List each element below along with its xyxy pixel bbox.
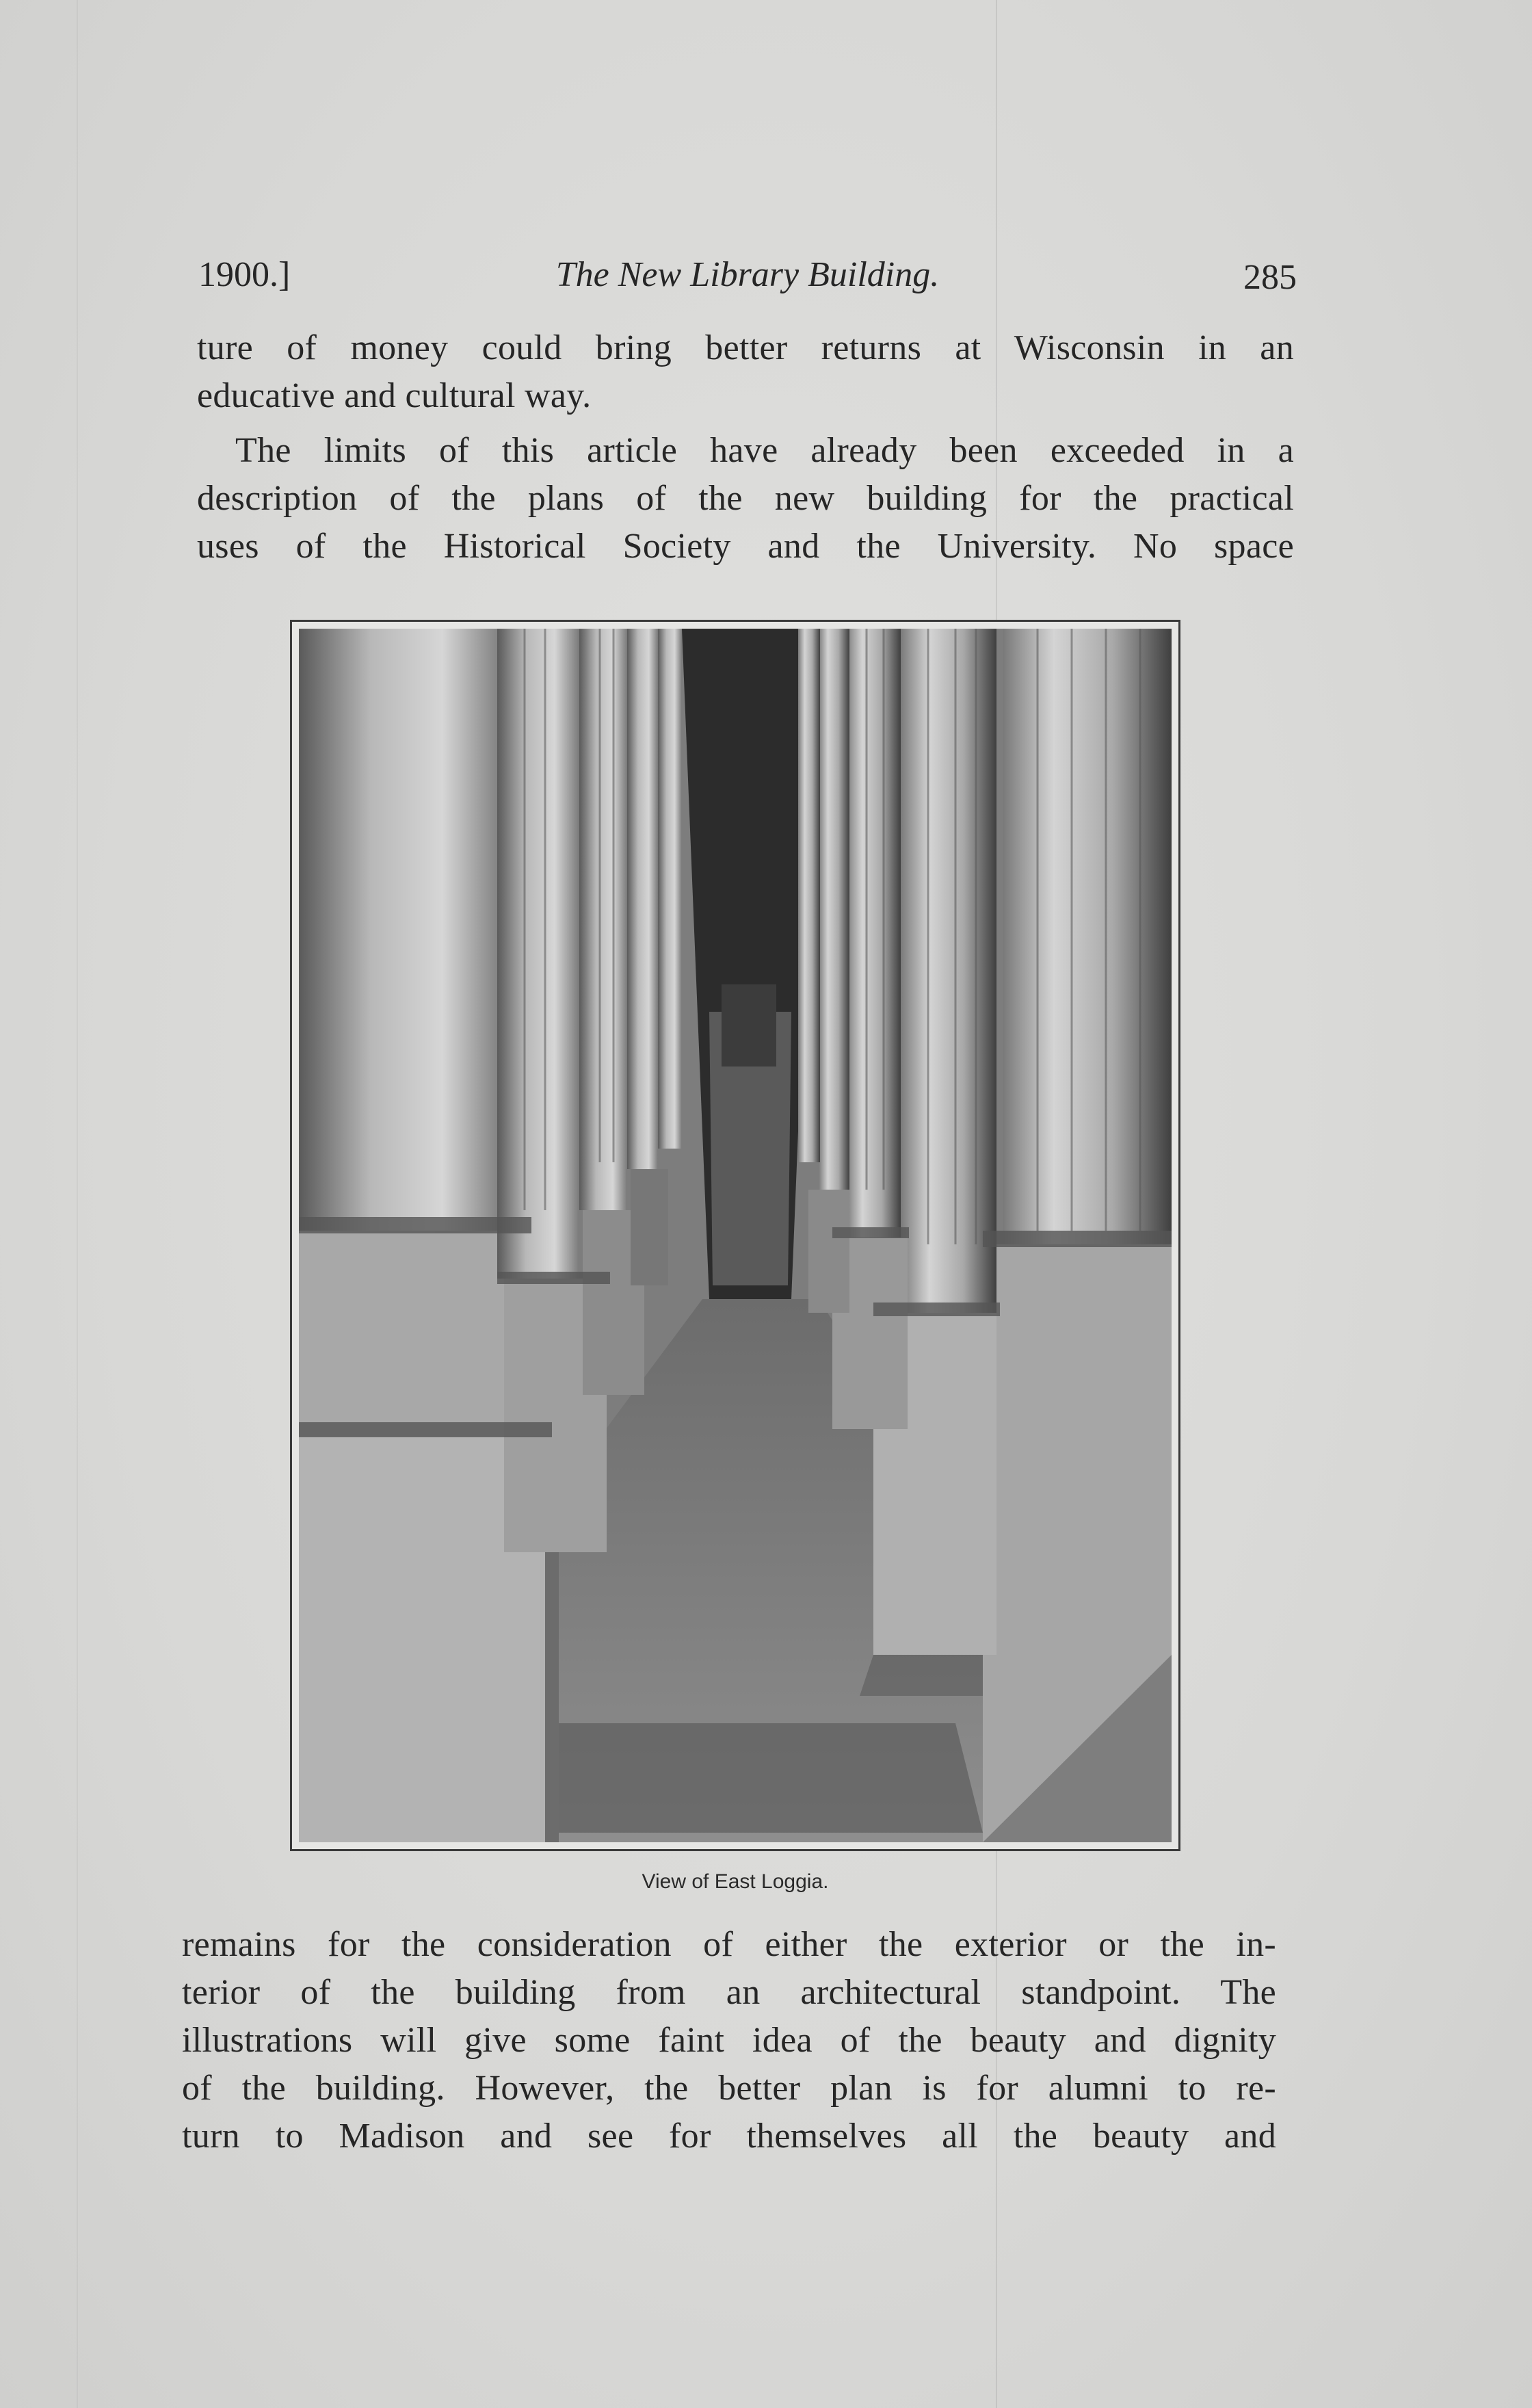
- header-title: The New Library Building.: [555, 255, 940, 294]
- text-line: terior of the building from an architectural standpoint. The: [182, 1973, 1276, 2012]
- header-year: 1900.]: [198, 255, 291, 294]
- paragraph-2: [197, 427, 1294, 571]
- text-line: illustrations will give some faint idea of the beauty and dignity: [182, 2021, 1276, 2060]
- paragraph-1: [197, 324, 1294, 420]
- text-line: The limits of this article have already been exceeded in a: [235, 431, 1294, 470]
- text-line: description of the plans of the new building for the practical: [197, 479, 1294, 518]
- loggia-photo: [299, 629, 1172, 1842]
- text-line: of the building. However, the better plan is for alumni to re-: [182, 2069, 1276, 2108]
- text-line: educative and cultural way.: [197, 376, 592, 415]
- text-line: remains for the consideration of either the exterior or the in-: [182, 1925, 1276, 1964]
- figure-frame: [290, 620, 1180, 1851]
- page-number: 285: [1243, 258, 1297, 297]
- text-line: turn to Madison and see for themselves all the beauty and: [182, 2117, 1276, 2156]
- running-header: [198, 254, 1297, 302]
- paragraph-3: [182, 1921, 1276, 2160]
- scan-edge-line: [77, 0, 78, 2408]
- text-line: uses of the Historical Society and the University. No space: [197, 527, 1294, 566]
- figure-caption: View of East Loggia.: [642, 1870, 829, 1893]
- text-line: ture of money could bring better returns at Wisconsin in an: [197, 328, 1294, 367]
